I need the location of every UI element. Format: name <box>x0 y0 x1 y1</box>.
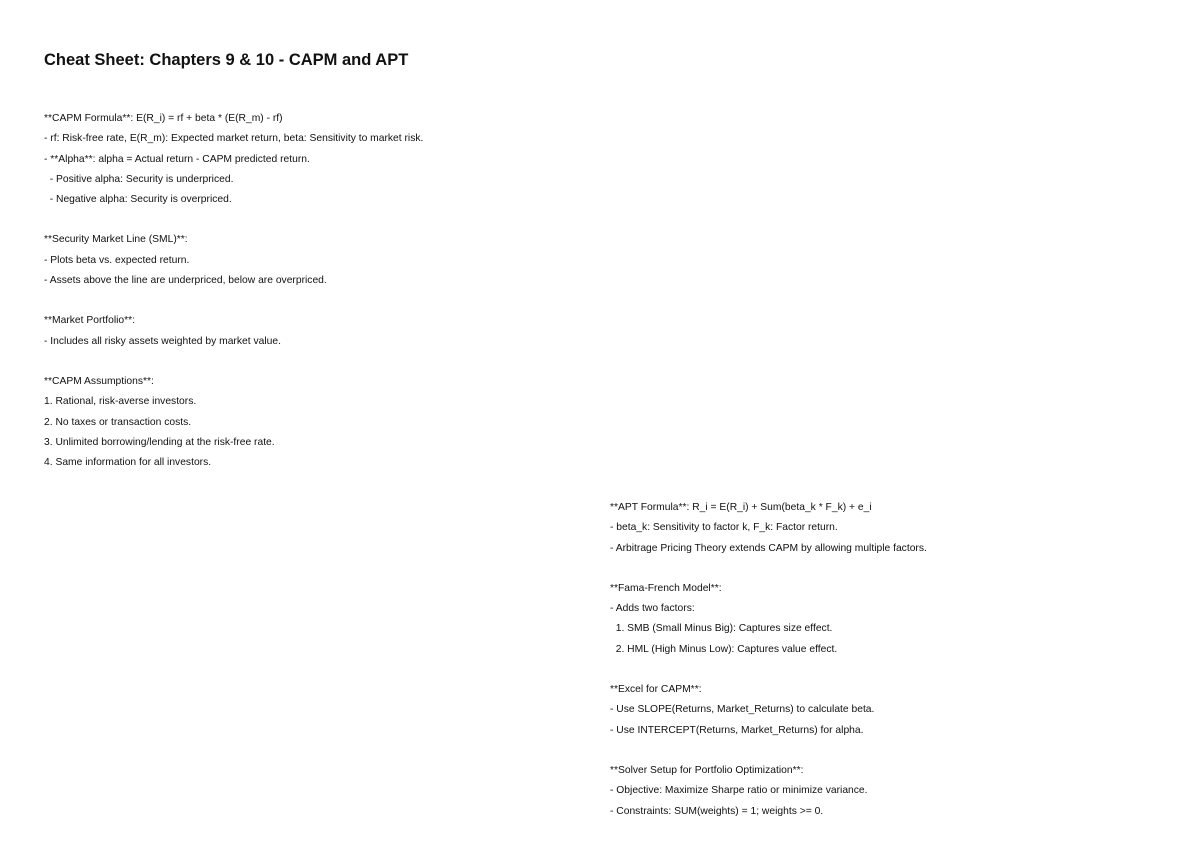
right-column <box>610 498 927 842</box>
assumption-item: 2. No taxes or transaction costs. <box>44 416 192 428</box>
apt-formula-heading: **APT Formula**: R_i = E(R_i) + Sum(beta_k * F_k) + e_i <box>610 502 872 513</box>
market-portfolio-heading: **Market Portfolio**: <box>44 315 135 327</box>
assumption-item: 3. Unlimited borrowing/lending at the risk-free rate. <box>44 436 275 448</box>
sml-heading: **Security Market Line (SML)**: <box>44 234 188 246</box>
solver-constraints: - Constraints: SUM(weights) = 1; weights >= 0. <box>610 805 824 817</box>
apt-description: - Arbitrage Pricing Theory extends CAPM by allowing multiple factors. <box>610 542 927 554</box>
capm-formula-heading: **CAPM Formula**: E(R_i) = rf + beta * (E(R_m) - rf) <box>44 113 283 124</box>
capm-assumptions-section <box>44 372 423 473</box>
excel-capm-section <box>610 680 927 741</box>
fama-french-section <box>610 579 927 660</box>
solver-objective: - Objective: Maximize Sharpe ratio or minimize variance. <box>610 785 868 797</box>
sml-point-1: - Plots beta vs. expected return. <box>44 254 190 266</box>
assumption-item: 4. Same information for all investors. <box>44 457 212 469</box>
fama-french-factor: 1. SMB (Small Minus Big): Captures size effect. <box>610 623 833 635</box>
capm-formula-definitions: - rf: Risk-free rate, E(R_m): Expected market return, beta: Sensitivity to market risk. <box>44 133 424 145</box>
solver-setup-heading: **Solver Setup for Portfolio Optimization**: <box>610 764 804 776</box>
fama-french-heading: **Fama-French Model**: <box>610 582 722 594</box>
sml-section <box>44 230 423 291</box>
market-portfolio-point-1: - Includes all risky assets weighted by market value. <box>44 335 281 347</box>
alpha-definition: - **Alpha**: alpha = Actual return - CAPM predicted return. <box>44 153 310 165</box>
fama-french-point-1: - Adds two factors: <box>610 603 695 615</box>
solver-setup-section <box>610 761 927 822</box>
sml-point-2: - Assets above the line are underpriced, below are overpriced. <box>44 275 327 287</box>
left-column <box>44 109 423 493</box>
fama-french-factor: 2. HML (High Minus Low): Captures value effect. <box>610 643 838 655</box>
positive-alpha-note: - Positive alpha: Security is underpriced. <box>44 173 234 185</box>
excel-intercept-tip: - Use INTERCEPT(Returns, Market_Returns) for alpha. <box>610 724 864 736</box>
market-portfolio-section <box>44 311 423 352</box>
capm-assumptions-heading: **CAPM Assumptions**: <box>44 375 154 387</box>
apt-formula-section <box>610 498 927 559</box>
capm-formula-section <box>44 109 423 210</box>
negative-alpha-note: - Negative alpha: Security is overpriced. <box>44 194 232 206</box>
assumption-item: 1. Rational, risk-averse investors. <box>44 396 197 408</box>
excel-slope-tip: - Use SLOPE(Returns, Market_Returns) to calculate beta. <box>610 704 875 716</box>
page-title: Cheat Sheet: Chapters 9 & 10 - CAPM and APT <box>44 51 409 69</box>
apt-formula-definitions: - beta_k: Sensitivity to factor k, F_k: Factor return. <box>610 522 838 534</box>
excel-capm-heading: **Excel for CAPM**: <box>610 684 702 696</box>
